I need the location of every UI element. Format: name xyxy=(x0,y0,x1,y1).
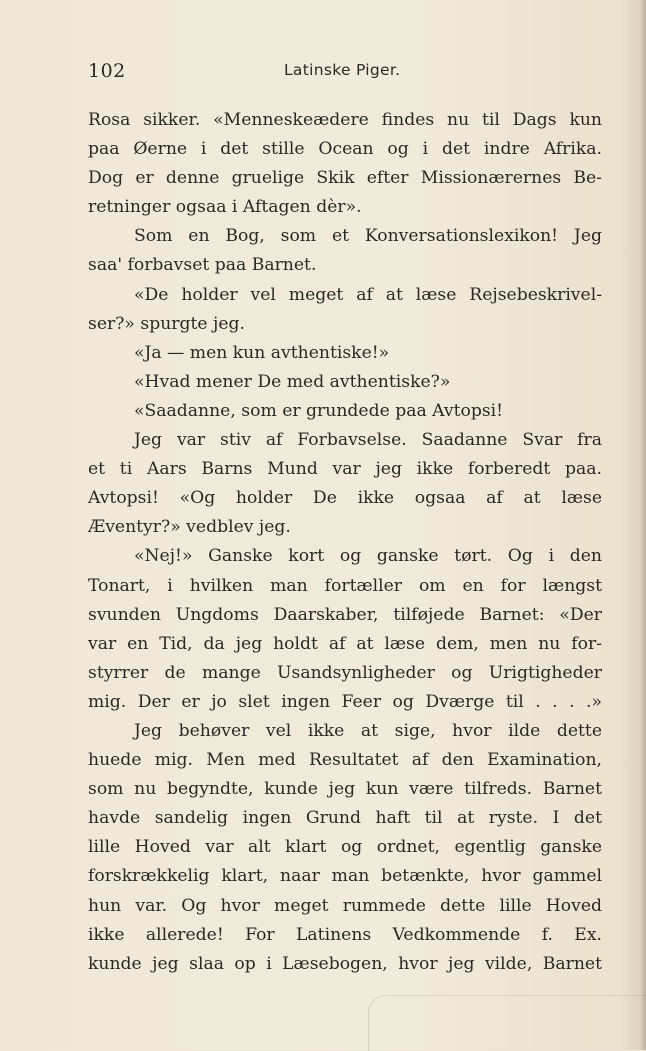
text-line: Som en Bog, som et Konversationslexikon! Jeg xyxy=(134,226,602,247)
page-corner-mark xyxy=(368,995,646,1051)
text-line: Tonart, i hvilken man fortæller om en for længst xyxy=(88,575,602,596)
text-line: svunden Ungdoms Daarskaber, tilføjede Barnet: «Der xyxy=(88,604,602,625)
text-line: forskrækkelig klart, naar man betænkte, hvor gammel xyxy=(88,866,602,887)
text-line: lille Hoved var alt klart og ordnet, egentlig ganske xyxy=(88,837,602,858)
running-title: Latinske Piger. xyxy=(284,61,401,79)
text-line: Dog er denne gruelige Skik efter Missionærernes Be- xyxy=(88,168,602,189)
text-line: huede mig. Men med Resultatet af den Examination, xyxy=(88,750,602,771)
text-line: Jeg behøver vel ikke at sige, hvor ilde dette xyxy=(134,720,602,741)
page-number: 102 xyxy=(88,60,126,82)
text-line: Jeg var stiv af Forbavselse. Saadanne Svar fra xyxy=(134,430,602,451)
text-line: paa Øerne i det stille Ocean og i det indre Afrika. xyxy=(88,139,602,160)
text-line: mig. Der er jo slet ingen Feer og Dværge til . . . .» xyxy=(88,691,602,712)
page-header xyxy=(88,60,608,86)
text-line: ser?» spurgte jeg. xyxy=(88,313,246,334)
text-line: «Ja — men kun avthentiske!» xyxy=(134,342,390,363)
text-line: retninger ogsaa i Aftagen dèr». xyxy=(88,197,362,218)
text-line: havde sandelig ingen Grund haft til at ryste. I det xyxy=(88,808,602,829)
text-line: var en Tid, da jeg holdt af at læse dem, men nu for- xyxy=(88,633,602,654)
text-line: styrrer de mange Usandsynligheder og Urigtigheder xyxy=(88,662,602,683)
text-line: saa' forbavset paa Barnet. xyxy=(88,255,317,276)
body-text xyxy=(88,106,602,979)
text-line: hun var. Og hvor meget rummede dette lille Hoved xyxy=(88,895,602,916)
text-line: «De holder vel meget af at læse Rejsebeskrivel- xyxy=(134,284,602,305)
text-line: «Saadanne, som er grundede paa Avtopsi! xyxy=(134,400,504,421)
text-line: kunde jeg slaa op i Læsebogen, hvor jeg vilde, Barnet xyxy=(88,953,602,974)
text-line: Avtopsi! «Og holder De ikke ogsaa af at læse xyxy=(88,488,602,509)
page-edge-shadow xyxy=(640,0,646,1050)
text-line: et ti Aars Barns Mund var jeg ikke forberedt paa. xyxy=(88,459,602,480)
text-line: Æventyr?» vedblev jeg. xyxy=(88,517,291,538)
text-line: Rosa sikker. «Menneskeædere findes nu til Dags kun xyxy=(88,110,602,130)
text-line: som nu begyndte, kunde jeg kun være tilfreds. Barnet xyxy=(88,779,602,800)
text-line: «Hvad mener De med avthentiske?» xyxy=(134,371,451,392)
text-line: ikke allerede! For Latinens Vedkommende f. Ex. xyxy=(88,924,602,945)
text-line: «Nej!» Ganske kort og ganske tørt. Og i den xyxy=(134,546,602,567)
